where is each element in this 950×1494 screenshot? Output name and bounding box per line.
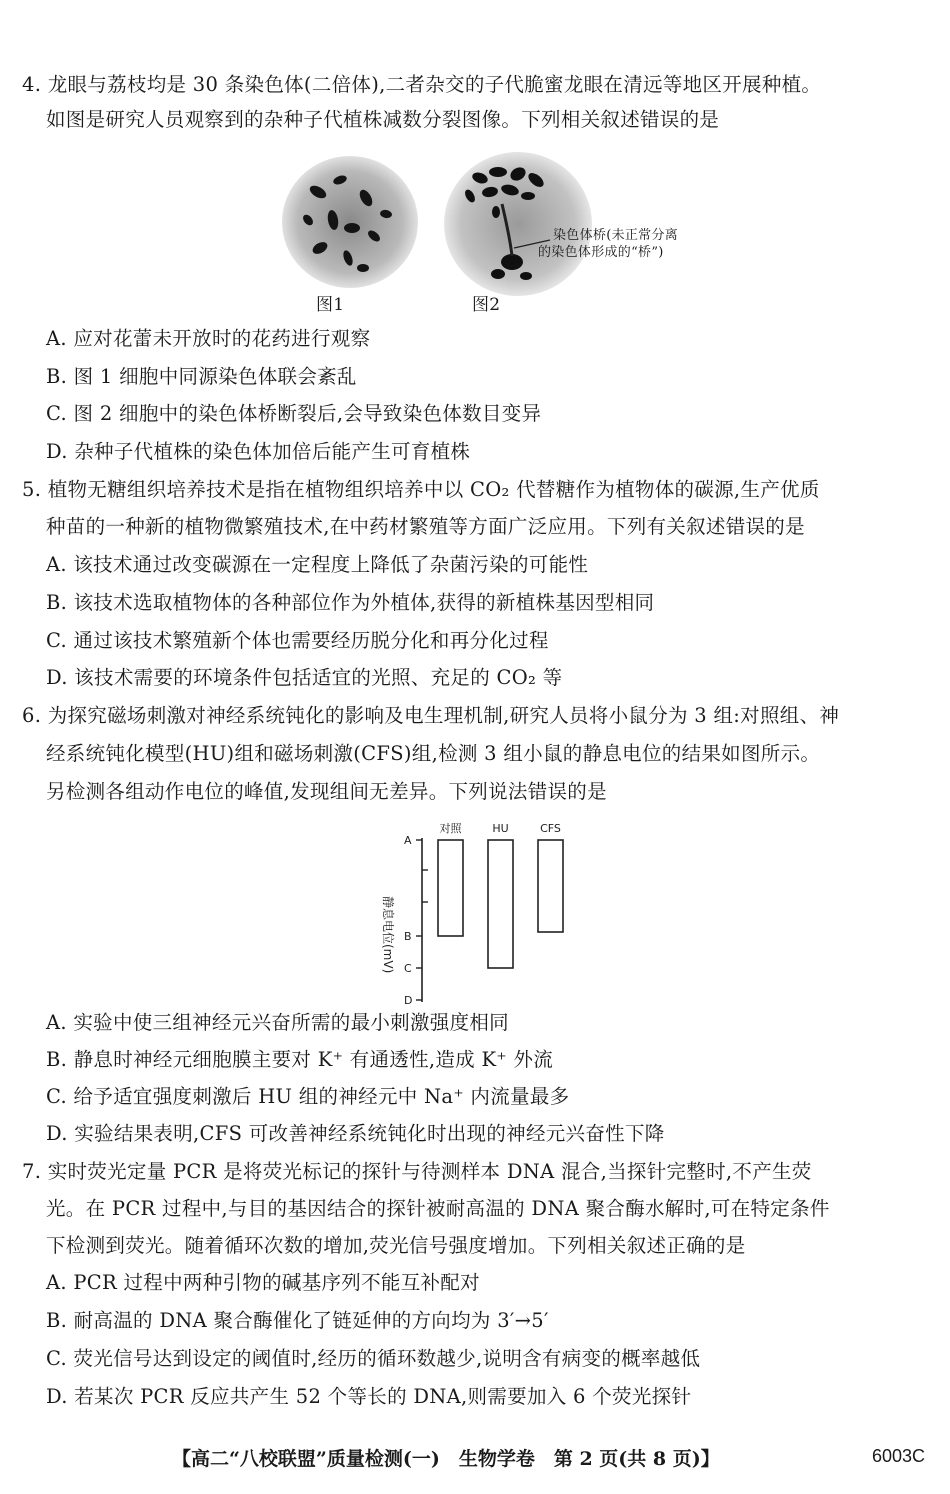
q7-option-a: A. PCR 过程中两种引物的碱基序列不能互补配对: [46, 1271, 480, 1294]
exam-code: 6003C: [872, 1446, 926, 1466]
q6-option-b: B. 静息时神经元细胞膜主要对 K⁺ 有通透性,造成 K⁺ 外流: [46, 1048, 554, 1071]
bar-2: [538, 840, 563, 932]
fig1-label: 图1: [316, 295, 345, 315]
category-label-2: CFS: [540, 822, 561, 835]
q6-stem-line-2: 经系统钝化模型(HU)组和磁场刺激(CFS)组,检测 3 组小鼠的静息电位的结果如图所示。: [46, 742, 821, 765]
y-tick-label-C: C: [404, 962, 412, 975]
bar-0: [438, 840, 463, 936]
page-footer: 【高二“八校联盟”质量检测(一) 生物学卷 第 2 页(共 8 页)】: [172, 1448, 720, 1470]
y-tick-label-D: D: [404, 994, 413, 1006]
category-label-1: HU: [492, 822, 509, 835]
q5-option-c: C. 通过该技术繁殖新个体也需要经历脱分化和再分化过程: [46, 629, 549, 652]
bar-1: [488, 840, 513, 968]
q5-stem-line-1: 5. 植物无糖组织培养技术是指在植物组织培养中以 CO₂ 代替糖作为植物体的碳源,生产优质: [22, 478, 820, 501]
category-label-0: 对照: [439, 822, 462, 835]
q4-option-c: C. 图 2 细胞中的染色体桥断裂后,会导致染色体数目变异: [46, 402, 542, 425]
q4-option-b: B. 图 1 细胞中同源染色体联会紊乱: [46, 365, 357, 388]
q7-stem-line-3: 下检测到荧光。随着循环次数的增加,荧光信号强度增加。下列相关叙述正确的是: [46, 1234, 746, 1257]
q6-option-d: D. 实验结果表明,CFS 可改善神经系统钝化时出现的神经元兴奋性下降: [46, 1122, 665, 1145]
q5-option-a: A. 该技术通过改变碳源在一定程度上降低了杂菌污染的可能性: [46, 553, 589, 576]
q4-option-d: D. 杂种子代植株的染色体加倍后能产生可育植株: [46, 440, 471, 463]
q7-option-d: D. 若某次 PCR 反应共产生 52 个等长的 DNA,则需要加入 6 个荧光探针: [46, 1385, 692, 1408]
q6-option-a: A. 实验中使三组神经元兴奋所需的最小刺激强度相同: [46, 1011, 509, 1034]
chromosome-bridge-annotation-line-1: 染色体桥(未正常分离: [553, 228, 679, 243]
y-tick-label-A: A: [404, 834, 412, 847]
q4-stem-line-2: 如图是研究人员观察到的杂种子代植株减数分裂图像。下列相关叙述错误的是: [46, 108, 720, 131]
q6-stem-line-1: 6. 为探究磁场刺激对神经系统钝化的影响及电生理机制,研究人员将小鼠分为 3 组:对照组、神: [22, 704, 840, 727]
q7-stem-line-2: 光。在 PCR 过程中,与目的基因结合的探针被耐高温的 DNA 聚合酶水解时,可在特定条件: [46, 1197, 830, 1220]
micrograph-figure-2: [440, 148, 600, 298]
q4-option-a: A. 应对花蕾未开放时的花药进行观察: [46, 327, 371, 350]
q6-stem-line-3: 另检测各组动作电位的峰值,发现组间无差异。下列说法错误的是: [46, 780, 607, 803]
q5-option-d: D. 该技术需要的环境条件包括适宜的光照、充足的 CO₂ 等: [46, 666, 563, 689]
q7-option-c: C. 荧光信号达到设定的阈值时,经历的循环数越少,说明含有病变的概率越低: [46, 1347, 701, 1370]
y-tick-label-B: B: [404, 930, 412, 943]
q7-option-b: B. 耐高温的 DNA 聚合酶催化了链延伸的方向均为 3′→5′: [46, 1309, 549, 1332]
micrograph-figure-1: [278, 150, 428, 295]
q7-stem-line-1: 7. 实时荧光定量 PCR 是将荧光标记的探针与待测样本 DNA 混合,当探针完整时,不产生荧: [22, 1160, 812, 1183]
q5-stem-line-2: 种苗的一种新的植物微繁殖技术,在中药材繁殖等方面广泛应用。下列有关叙述错误的是: [46, 515, 805, 538]
chromosome-bridge-annotation-line-2: 的染色体形成的“桥”): [538, 245, 664, 260]
resting-potential-chart: [370, 816, 580, 1006]
y-axis-label: 静息电位(mV): [381, 896, 395, 974]
q4-stem-line-1: 4. 龙眼与荔枝均是 30 条染色体(二倍体),二者杂交的子代脆蜜龙眼在清远等地区开展种植。: [22, 73, 822, 96]
q5-option-b: B. 该技术选取植物体的各种部位作为外植体,获得的新植株基因型相同: [46, 591, 655, 614]
q6-option-c: C. 给予适宜强度刺激后 HU 组的神经元中 Na⁺ 内流量最多: [46, 1085, 570, 1108]
fig2-label: 图2: [472, 295, 501, 315]
